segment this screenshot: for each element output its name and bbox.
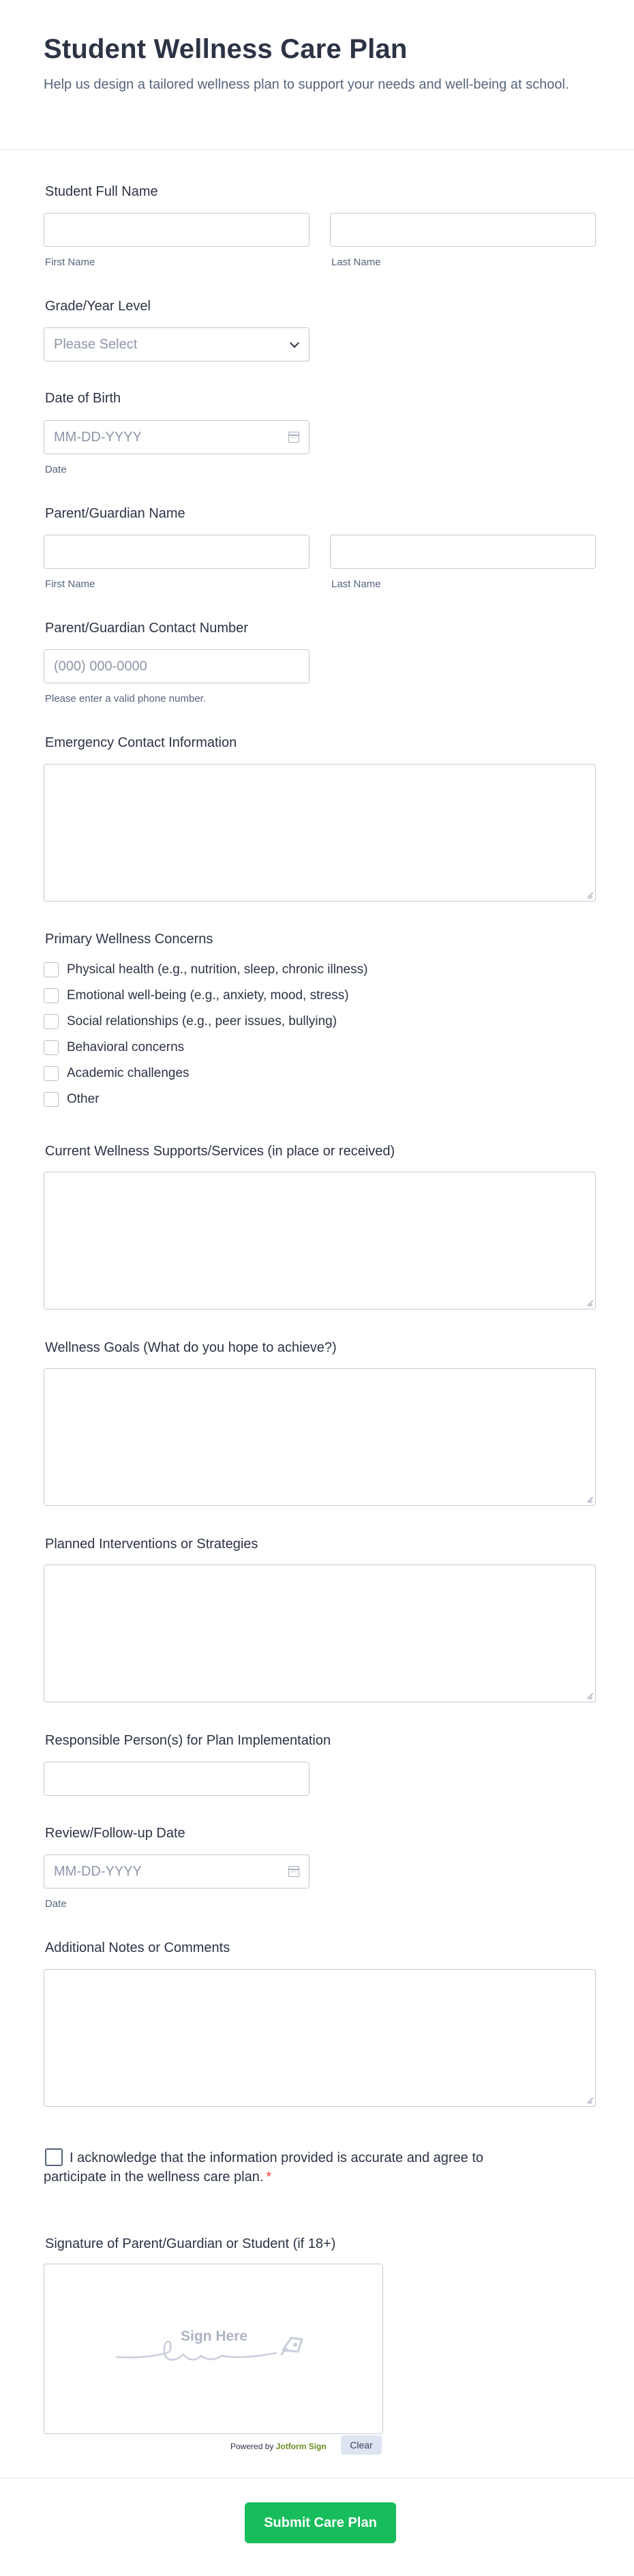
parent-phone-input[interactable] xyxy=(44,649,310,683)
resize-handle-icon[interactable] xyxy=(586,891,592,898)
concern-option[interactable] xyxy=(44,988,349,1003)
concern-option[interactable] xyxy=(44,962,367,977)
parent-phone-placeholder: (000) 000-0000 xyxy=(54,659,147,674)
signature-label: Signature of Parent/Guardian or Student (if 18+) xyxy=(45,2236,336,2251)
checkbox[interactable] xyxy=(44,1040,59,1055)
acknowledge-label: I acknowledge that the information provided is accurate and agree to participate in the wellness care plan. xyxy=(44,2150,484,2185)
powered-by xyxy=(230,2442,327,2451)
calendar-icon[interactable] xyxy=(288,432,299,443)
review-date-input[interactable] xyxy=(44,1854,310,1889)
checkbox[interactable] xyxy=(44,988,59,1003)
supports-label: Current Wellness Supports/Services (in place or received) xyxy=(45,1144,395,1159)
calendar-icon[interactable] xyxy=(288,1866,299,1877)
dob-sublabel: Date xyxy=(45,464,67,475)
dob-input[interactable] xyxy=(44,420,310,454)
responsible-input[interactable] xyxy=(44,1762,310,1796)
resize-handle-icon[interactable] xyxy=(586,2097,592,2103)
dob-label: Date of Birth xyxy=(45,391,121,406)
emergency-label: Emergency Contact Information xyxy=(45,735,237,750)
signature-placeholder: Sign Here xyxy=(181,2328,248,2344)
dob-placeholder: MM-DD-YYYY xyxy=(54,430,142,445)
review-date-label: Review/Follow-up Date xyxy=(45,1826,185,1841)
resize-handle-icon[interactable] xyxy=(586,1496,592,1502)
notes-textarea[interactable] xyxy=(44,1969,596,2107)
form-header xyxy=(0,0,634,150)
acknowledge-text xyxy=(44,2148,534,2187)
checkbox[interactable] xyxy=(44,1014,59,1029)
submit-button[interactable]: Submit Care Plan xyxy=(245,2502,396,2543)
checkbox[interactable] xyxy=(44,1066,59,1081)
emergency-textarea[interactable] xyxy=(44,764,596,902)
concern-option-label: Other xyxy=(67,1092,100,1106)
required-mark: * xyxy=(266,2170,272,2185)
parent-last-name-input[interactable] xyxy=(330,535,596,569)
grade-select[interactable] xyxy=(44,327,310,361)
concern-option-label: Academic challenges xyxy=(67,1066,190,1080)
student-first-name-input[interactable] xyxy=(44,213,310,247)
grade-label: Grade/Year Level xyxy=(45,299,151,314)
powered-by-brand[interactable]: Jotform Sign xyxy=(275,2442,327,2451)
chevron-down-icon xyxy=(290,338,299,348)
form-description: Help us design a tailored wellness plan to support your needs and well-being at school. xyxy=(44,77,569,92)
concern-option-label: Emotional well-being (e.g., anxiety, mood, stress) xyxy=(67,988,349,1003)
form-title: Student Wellness Care Plan xyxy=(44,34,408,64)
responsible-label: Responsible Person(s) for Plan Implementation xyxy=(45,1733,331,1748)
student-first-name-sublabel: First Name xyxy=(45,256,95,268)
resize-handle-icon[interactable] xyxy=(586,1299,592,1306)
concern-option[interactable] xyxy=(44,1066,190,1081)
interventions-textarea[interactable] xyxy=(44,1565,596,1702)
interventions-label: Planned Interventions or Strategies xyxy=(45,1537,258,1552)
notes-label: Additional Notes or Comments xyxy=(45,1940,230,1955)
parent-phone-sublabel: Please enter a valid phone number. xyxy=(45,693,206,705)
concern-option-label: Behavioral concerns xyxy=(67,1040,185,1054)
parent-phone-label: Parent/Guardian Contact Number xyxy=(45,621,248,636)
concern-option[interactable] xyxy=(44,1040,184,1055)
powered-by-prefix: Powered by xyxy=(230,2442,274,2451)
concern-option-label: Physical health (e.g., nutrition, sleep, chronic illness) xyxy=(67,962,368,977)
concern-option-label: Social relationships (e.g., peer issues, bullying) xyxy=(67,1014,337,1028)
concerns-label: Primary Wellness Concerns xyxy=(45,932,213,947)
review-date-placeholder: MM-DD-YYYY xyxy=(54,1864,142,1879)
parent-first-name-input[interactable] xyxy=(44,535,310,569)
grade-select-placeholder: Please Select xyxy=(54,337,138,352)
student-last-name-sublabel: Last Name xyxy=(331,256,381,268)
concern-option[interactable] xyxy=(44,1014,337,1029)
student-name-label: Student Full Name xyxy=(45,184,158,199)
goals-textarea[interactable] xyxy=(44,1368,596,1506)
student-last-name-input[interactable] xyxy=(330,213,596,247)
checkbox[interactable] xyxy=(44,1092,59,1107)
checkbox[interactable] xyxy=(44,962,59,977)
signature-pad[interactable] xyxy=(44,2264,383,2434)
goals-label: Wellness Goals (What do you hope to achieve?) xyxy=(45,1340,337,1355)
concern-option[interactable] xyxy=(44,1092,100,1107)
resize-handle-icon[interactable] xyxy=(586,1692,592,1699)
parent-first-name-sublabel: First Name xyxy=(45,578,95,590)
parent-last-name-sublabel: Last Name xyxy=(331,578,381,590)
review-date-sublabel: Date xyxy=(45,1898,67,1910)
clear-signature-button[interactable]: Clear xyxy=(341,2436,382,2455)
parent-name-label: Parent/Guardian Name xyxy=(45,506,185,521)
supports-textarea[interactable] xyxy=(44,1172,596,1309)
